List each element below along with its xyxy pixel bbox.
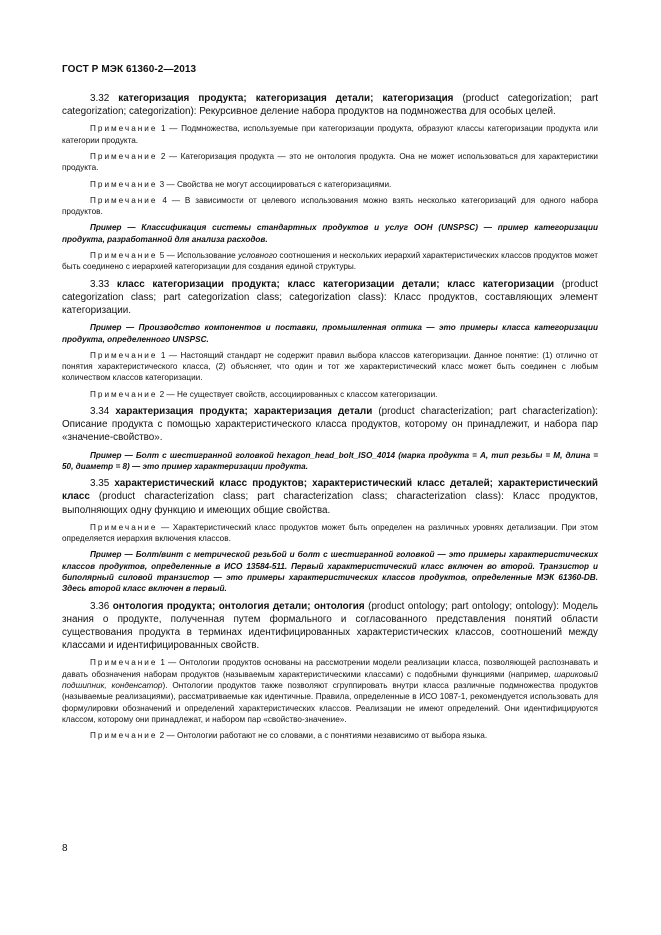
note-label: Примечание xyxy=(90,251,158,261)
note-text: Характеристический класс продуктов может быть определен на различных уровнях детализации. При этом определяется иерархия включения классов. xyxy=(62,522,598,544)
note-text: Использование xyxy=(177,251,238,261)
term-title: класс категоризации продукта; класс категоризации детали; класс категоризации xyxy=(116,278,555,290)
term-definition: (product categorization class; part categorization class; categorization class): Класс продуктов, составляющих элемент категоризации. xyxy=(62,278,598,317)
note-text: Не существует свойств, ассоциированных с классом категоризации. xyxy=(176,389,438,399)
term-entry-3-33 xyxy=(62,278,598,318)
note: Примечание — Характеристический класс продуктов может быть определен на различных уровнях детализации. При этом определяется иерархия включения классов. xyxy=(62,522,598,544)
term-definition: (product ontology; part ontology; ontology): Модель знания о продукте, полученная путем формального и согласованного представления понятий области существования продукта в терминах идентифицированных характеристических классов, соотношений между классами и идентифицированных свойств. xyxy=(62,600,598,652)
note: Примечание 2 — Онтологии работают не со словами, а с понятиями независимо от выбора языка. xyxy=(90,731,488,741)
term-number: 3.32 xyxy=(90,93,110,104)
note-text: соотношения и нескольких иерархий характеристических классов продуктов может быть соединено с иерархией категоризации для создания единой структуры. xyxy=(62,251,598,272)
note: Примечание 2 — Категоризация продукта — это не онтология продукта. Она не может использоваться для характеристики продукта. xyxy=(62,152,598,173)
note-number: 1 xyxy=(161,124,166,134)
term-definition: (product characterization class; part characterization class; characterization class): Класс продуктов, выполняющих одну функцию и имеющих общие свойства. xyxy=(62,491,598,516)
note-text: Свойства не могут ассоциироваться с категоризациями. xyxy=(176,179,392,189)
note-number: 5 xyxy=(159,251,165,261)
term-title: онтология продукта; онтология детали; онтология xyxy=(112,600,365,612)
note-label: Примечание xyxy=(90,522,158,532)
note-text: Онтологии продуктов основаны на рассмотрении модели реализации класса, позволяющей распознавать и давать обозначения наборам продуктов (называемым характеристическими классами) с подобными функциями (например, xyxy=(62,658,598,679)
note-number: 2 xyxy=(160,152,166,161)
term-number: 3.36 xyxy=(90,600,110,612)
note-label: Примечание xyxy=(90,124,158,134)
document-body xyxy=(62,92,598,747)
note-number: 1 xyxy=(160,350,166,360)
document-header: ГОСТ Р МЭК 61360-2—2013 xyxy=(62,64,197,75)
term-title: характеристический класс продуктов; характеристический класс деталей; характеристический класс xyxy=(62,478,598,503)
note: Примечание 1 — Онтологии продуктов основаны на рассмотрении модели реализации класса, позволяющей распознавать и давать обозначения наборам продуктов (называемым характеристическими классами) с подобными функциями (например, шариковый подшипник, конденсатор). Онтологии продуктов также позволяют сгруппировать внутри класса различные подмножества продуктов (называемые реализациями), рассматриваемые как идентичные. Правила, определенные в ИСО 1087-1, рекомендуется использовать для формулировки обозначений и определений характеристических классов. Реализации не имеют определений. Они идентифицируются классом, которому они принадлежат, и набором пар «свойство-значение». xyxy=(62,658,598,724)
term-title: категоризация продукта; категоризация детали; категоризация xyxy=(118,93,454,104)
note-number: 4 xyxy=(162,195,167,205)
example: Пример — Болт/винт с метрической резьбой и болт с шестигранной головкой — это примеры характеристических классов продуктов, определенные в ИСО 13584-511. Первый характеристический класс включен во второй. Транзистор и биполярный силовой транзистор — это примеры характеристических классов продуктов, определенные МЭК 61360-DB. Здесь второй класс включен в первый. xyxy=(62,550,598,594)
note-number: 2 xyxy=(159,389,165,399)
example: Пример — Болт с шестигранной головкой hexagon_head_bolt_ISO_4014 (марка продукта = A, тип резьбы = M, длина = 50, диаметр = 8) — это пример характеризации продукта. xyxy=(62,450,598,471)
note-label: Примечание xyxy=(90,179,158,189)
term-number: 3.33 xyxy=(90,278,110,290)
term-entry-3-35 xyxy=(62,477,598,517)
term-entry-3-34 xyxy=(62,405,598,445)
note-label: Примечание xyxy=(90,389,158,399)
note-number: 3 xyxy=(159,179,165,189)
term-number: 3.35 xyxy=(90,478,110,490)
note: Примечание 4 — В зависимости от целевого использования можно взять несколько категоризаций для одного набора продуктов. xyxy=(62,195,598,217)
term-entry-3-36 xyxy=(62,600,598,653)
note-number: 1 xyxy=(160,658,165,668)
note-emphasis: шариковый подшипник, конденсатор xyxy=(62,669,598,691)
note-number: 2 xyxy=(159,731,165,741)
note-text: Онтологии работают не со словами, а с понятиями независимо от выбора языка. xyxy=(176,731,488,741)
note-label: Примечание xyxy=(90,350,158,360)
note: Примечание 2 — Не существует свойств, ассоциированных с классом категоризации. xyxy=(90,389,438,399)
term-definition: (product characterization; part characterization): Описание продукта с помощью характеристического класса продуктов, которому он принадлежит, и набора пар «значение-свойство». xyxy=(62,406,598,444)
note-label: Примечание xyxy=(90,731,158,741)
note-emphasis: условного xyxy=(238,251,278,261)
note-text: ). Онтологии продуктов также позволяют сгруппировать внутри класса различные подмножества продуктов (называемые реализациями), рассматриваемые как идентичные. Правила, определенные в ИСО 1087-1, рекомендуется использовать для формулировки обозначений и определений характеристических классов. Реализации не имеют определений. Они идентифицируются классом, которому они принадлежат, и набором пар «свойство-значение». xyxy=(62,681,598,724)
term-number: 3.34 xyxy=(90,406,110,418)
note-label: Примечание xyxy=(90,658,158,668)
page-number: 8 xyxy=(62,843,68,854)
note: Примечание 3 — Свойства не могут ассоциироваться с категоризациями. xyxy=(90,179,392,189)
note-text: В зависимости от целевого использования можно взять несколько категоризаций для одного набора продуктов. xyxy=(62,195,598,217)
note: Примечание 1 — Подмножества, используемые при категоризации продукта, образуют классы категоризации продукта или категории продукта. xyxy=(62,124,598,145)
example: Пример — Производство компонентов и поставки, промышленная оптика — это примеры класса категоризации продукта, определенного UNSPSC. xyxy=(62,323,598,344)
note-text: Настоящий стандарт не содержит правил выбора классов категоризации. Данное понятие: (1) отлично от понятия характеристического класса, (2) объясняет, что один и тот же характеристический класс может быть соединен с любым количеством классов категоризации. xyxy=(62,350,598,383)
note-text: Подмножества, используемые при категоризации продукта, образуют классы категоризации продукта или категории продукта. xyxy=(62,124,598,145)
note-text: Категоризация продукта — это не онтология продукта. Она не может использоваться для характеристики продукта. xyxy=(62,152,598,173)
example: Пример — Классификация системы стандартных продуктов и услуг ООН (UNSPSC) — пример категоризации продукта, разработанной для анализа расходов. xyxy=(62,223,598,244)
note-label: Примечание xyxy=(90,152,158,161)
note: Примечание 1 — Настоящий стандарт не содержит правил выбора классов категоризации. Данное понятие: (1) отлично от понятия характеристического класса, (2) объясняет, что один и тот же характеристический класс может быть соединен с любым количеством классов категоризации. xyxy=(62,350,598,383)
term-definition: (product categorization; part categorization; categorization): Рекурсивное деление набора продуктов на подмножества для особых целей. xyxy=(62,93,598,118)
term-entry-3-32 xyxy=(62,92,598,118)
note-label: Примечание xyxy=(90,195,158,205)
note: Примечание 5 — Использование условного соотношения и нескольких иерархий характеристических классов продуктов может быть соединено с иерархией категоризации для создания единой структуры. xyxy=(62,251,598,272)
term-title: характеризация продукта; характеризация детали xyxy=(115,406,373,418)
